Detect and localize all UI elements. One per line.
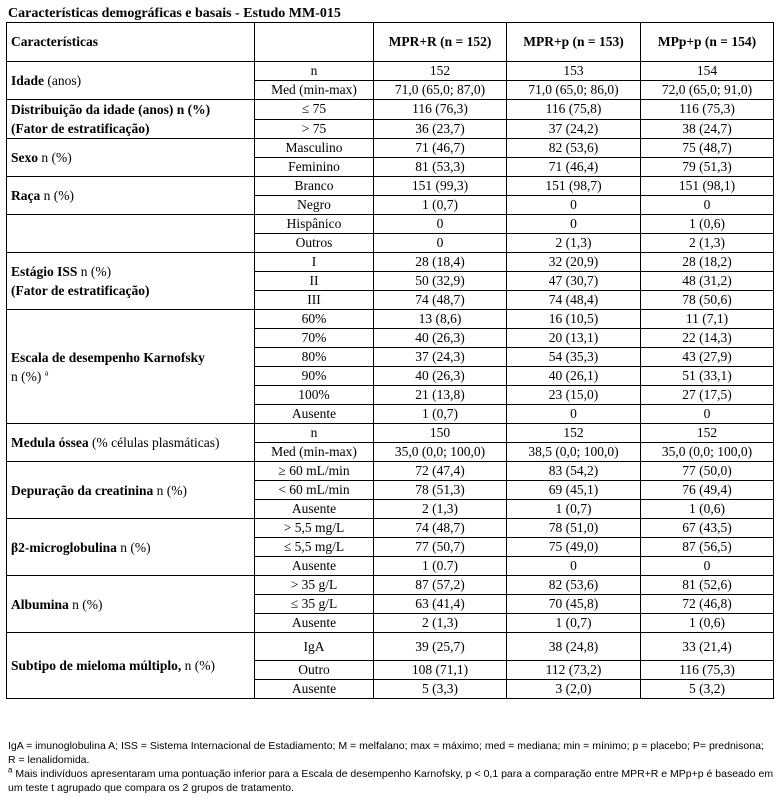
value-mpr-p: 0 <box>507 196 641 215</box>
value-mpr-r: 116 (76,3) <box>374 100 507 120</box>
value-mpp-p: 0 <box>641 196 774 215</box>
value-mpr-r: 71 (46,7) <box>374 139 507 158</box>
table-row <box>7 424 774 443</box>
section-label-medula: Medula óssea (% células plasmáticas) <box>7 424 255 462</box>
value-mpr-p: 3 (2,0) <box>507 680 641 699</box>
value-mpr-p: 69 (45,1) <box>507 481 641 500</box>
subcategory-cell: Outro <box>255 661 374 680</box>
value-mpr-r: 28 (18,4) <box>374 253 507 272</box>
value-mpr-r: 2 (1,3) <box>374 500 507 519</box>
value-mpr-r: 63 (41,4) <box>374 595 507 614</box>
section-label-sexo: Sexo n (%) <box>7 139 255 177</box>
value-mpr-p: 116 (75,8) <box>507 100 641 120</box>
value-mpr-p: 71,0 (65,0; 86,0) <box>507 81 641 100</box>
value-mpr-p: 20 (13,1) <box>507 329 641 348</box>
subcategory-cell: > 35 g/L <box>255 576 374 595</box>
value-mpr-r: 81 (53,3) <box>374 158 507 177</box>
value-mpr-r: 40 (26,3) <box>374 367 507 386</box>
subcategory-cell: Branco <box>255 177 374 196</box>
value-mpp-p: 5 (3,2) <box>641 680 774 699</box>
subcategory-cell: Feminino <box>255 158 374 177</box>
value-mpr-r: 74 (48,7) <box>374 291 507 310</box>
value-mpp-p: 151 (98,1) <box>641 177 774 196</box>
table-row <box>7 633 774 661</box>
value-mpr-r: 2 (1,3) <box>374 614 507 633</box>
value-mpr-p: 38 (24,8) <box>507 633 641 661</box>
footnotes <box>8 739 774 795</box>
value-mpr-p: 153 <box>507 62 641 81</box>
value-mpr-r: 1 (0,7) <box>374 405 507 424</box>
value-mpp-p: 1 (0,6) <box>641 215 774 234</box>
subcategory-cell: 100% <box>255 386 374 405</box>
value-mpp-p: 27 (17,5) <box>641 386 774 405</box>
value-mpp-p: 67 (43,5) <box>641 519 774 538</box>
value-mpr-r: 151 (99,3) <box>374 177 507 196</box>
subcategory-cell: > 75 <box>255 119 374 139</box>
header-characteristics: Características <box>7 23 255 62</box>
table-row <box>7 310 774 329</box>
subcategory-cell: ≤ 35 g/L <box>255 595 374 614</box>
table-row <box>7 462 774 481</box>
subcategory-cell: 80% <box>255 348 374 367</box>
value-mpp-p: 38 (24,7) <box>641 119 774 139</box>
value-mpr-p: 70 (45,8) <box>507 595 641 614</box>
table-row <box>7 62 774 81</box>
value-mpr-p: 47 (30,7) <box>507 272 641 291</box>
value-mpr-p: 40 (26,1) <box>507 367 641 386</box>
table-row <box>7 215 774 234</box>
section-label-distribuicao-idade: Distribuição da idade (anos) n (%) (Fator de estratificação) <box>7 100 255 139</box>
value-mpr-r: 78 (51,3) <box>374 481 507 500</box>
subcategory-cell: Med (min-max) <box>255 443 374 462</box>
subcategory-cell: Masculino <box>255 139 374 158</box>
subcategory-cell: ≤ 75 <box>255 100 374 120</box>
value-mpr-p: 1 (0,7) <box>507 614 641 633</box>
subcategory-cell: Negro <box>255 196 374 215</box>
value-mpr-r: 36 (23,7) <box>374 119 507 139</box>
value-mpr-r: 37 (24,3) <box>374 348 507 367</box>
value-mpp-p: 72,0 (65,0; 91,0) <box>641 81 774 100</box>
value-mpp-p: 0 <box>641 557 774 576</box>
value-mpr-p: 54 (35,3) <box>507 348 641 367</box>
subcategory-cell: 60% <box>255 310 374 329</box>
value-mpp-p: 76 (49,4) <box>641 481 774 500</box>
subcategory-cell: Ausente <box>255 614 374 633</box>
value-mpr-r: 108 (71,1) <box>374 661 507 680</box>
value-mpr-r: 40 (26,3) <box>374 329 507 348</box>
value-mpr-r: 13 (8,6) <box>374 310 507 329</box>
value-mpp-p: 0 <box>641 405 774 424</box>
value-mpp-p: 81 (52,6) <box>641 576 774 595</box>
value-mpr-r: 77 (50,7) <box>374 538 507 557</box>
value-mpr-r: 21 (13,8) <box>374 386 507 405</box>
value-mpp-p: 87 (56,5) <box>641 538 774 557</box>
value-mpr-p: 38,5 (0,0; 100,0) <box>507 443 641 462</box>
value-mpp-p: 79 (51,3) <box>641 158 774 177</box>
value-mpr-p: 112 (73,2) <box>507 661 641 680</box>
value-mpp-p: 51 (33,1) <box>641 367 774 386</box>
value-mpp-p: 116 (75,3) <box>641 661 774 680</box>
value-mpr-r: 72 (47,4) <box>374 462 507 481</box>
subcategory-cell: I <box>255 253 374 272</box>
value-mpr-p: 83 (54,2) <box>507 462 641 481</box>
value-mpr-r: 1 (0,7) <box>374 196 507 215</box>
subcategory-cell: ≥ 60 mL/min <box>255 462 374 481</box>
value-mpp-p: 28 (18,2) <box>641 253 774 272</box>
value-mpp-p: 116 (75,3) <box>641 100 774 120</box>
footnote-a: $^a$ Mais indivíduos apresentaram uma pontuação inferior para a Escala de desempenho Karnofsky, p < 0,1 para a comparação entre MPR+R e MPp+p é baseado em um teste t agrupado que compara os 2 grupos de tratamento. <box>8 765 774 794</box>
value-mpr-p: 71 (46,4) <box>507 158 641 177</box>
header-arm-mpr-r: MPR+R (n = 152) <box>374 23 507 62</box>
table-row <box>7 576 774 595</box>
header-arm-mpp-p: MPp+p (n = 154) <box>641 23 774 62</box>
value-mpr-p: 2 (1,3) <box>507 234 641 253</box>
value-mpp-p: 43 (27,9) <box>641 348 774 367</box>
value-mpr-p: 75 (49,0) <box>507 538 641 557</box>
section-label-albumina: Albumina n (%) <box>7 576 255 633</box>
value-mpr-p: 78 (51,0) <box>507 519 641 538</box>
subcategory-cell: Med (min-max) <box>255 81 374 100</box>
value-mpr-p: 37 (24,2) <box>507 119 641 139</box>
value-mpr-r: 0 <box>374 234 507 253</box>
value-mpr-r: 87 (57,2) <box>374 576 507 595</box>
table-row <box>7 177 774 196</box>
value-mpr-r: 150 <box>374 424 507 443</box>
value-mpr-r: 39 (25,7) <box>374 633 507 661</box>
section-label-creatinina: Depuração da creatinina n (%) <box>7 462 255 519</box>
subcategory-cell: 90% <box>255 367 374 386</box>
subcategory-cell: II <box>255 272 374 291</box>
value-mpp-p: 22 (14,3) <box>641 329 774 348</box>
value-mpp-p: 77 (50,0) <box>641 462 774 481</box>
value-mpr-p: 151 (98,7) <box>507 177 641 196</box>
section-label-empty <box>7 215 255 253</box>
value-mpp-p: 11 (7,1) <box>641 310 774 329</box>
value-mpp-p: 78 (50,6) <box>641 291 774 310</box>
header-row <box>7 23 774 62</box>
value-mpp-p: 75 (48,7) <box>641 139 774 158</box>
subcategory-cell: ≤ 5,5 mg/L <box>255 538 374 557</box>
footnote-abbreviations: IgA = imunoglobulina A; ISS = Sistema Internacional de Estadiamento; M = melfalano; max = máximo; med = mediana; min = mínimo; p = placebo; P= prednisona; R = lenalidomida. <box>8 740 764 766</box>
value-mpp-p: 33 (21,4) <box>641 633 774 661</box>
value-mpr-r: 1 (0.7) <box>374 557 507 576</box>
subcategory-cell: Ausente <box>255 405 374 424</box>
value-mpr-r: 152 <box>374 62 507 81</box>
subcategory-cell: Ausente <box>255 557 374 576</box>
value-mpr-p: 74 (48,4) <box>507 291 641 310</box>
value-mpr-r: 0 <box>374 215 507 234</box>
subcategory-cell: n <box>255 424 374 443</box>
subcategory-cell: III <box>255 291 374 310</box>
document-title: Características demográficas e basais - Estudo MM-015 <box>8 6 341 21</box>
value-mpr-r: 71,0 (65,0; 87,0) <box>374 81 507 100</box>
value-mpr-p: 32 (20,9) <box>507 253 641 272</box>
subcategory-cell: < 60 mL/min <box>255 481 374 500</box>
table-row <box>7 100 774 120</box>
value-mpr-p: 0 <box>507 215 641 234</box>
value-mpr-p: 23 (15,0) <box>507 386 641 405</box>
value-mpr-p: 82 (53,6) <box>507 576 641 595</box>
table-row <box>7 139 774 158</box>
value-mpr-r: 50 (32,9) <box>374 272 507 291</box>
value-mpr-r: 35,0 (0,0; 100,0) <box>374 443 507 462</box>
value-mpr-p: 152 <box>507 424 641 443</box>
header-subcategory <box>255 23 374 62</box>
value-mpr-p: 0 <box>507 405 641 424</box>
section-label-raca: Raça n (%) <box>7 177 255 215</box>
baseline-characteristics-table <box>6 22 774 699</box>
subcategory-cell: 70% <box>255 329 374 348</box>
table-row <box>7 253 774 272</box>
subcategory-cell: Ausente <box>255 500 374 519</box>
value-mpp-p: 1 (0,6) <box>641 614 774 633</box>
value-mpp-p: 1 (0,6) <box>641 500 774 519</box>
subcategory-cell: > 5,5 mg/L <box>255 519 374 538</box>
value-mpp-p: 154 <box>641 62 774 81</box>
subcategory-cell: Hispânico <box>255 215 374 234</box>
subcategory-cell: Outros <box>255 234 374 253</box>
subcategory-cell: n <box>255 62 374 81</box>
value-mpr-p: 1 (0,7) <box>507 500 641 519</box>
section-label-subtipo: Subtipo de mieloma múltiplo, n (%) <box>7 633 255 699</box>
section-label-karnofsky: Escala de desempenho Karnofsky n (%) $^a$ <box>7 310 255 424</box>
header-arm-mpr-p: MPR+p (n = 153) <box>507 23 641 62</box>
section-label-idade: Idade (anos) <box>7 62 255 100</box>
value-mpr-r: 74 (48,7) <box>374 519 507 538</box>
value-mpp-p: 72 (46,8) <box>641 595 774 614</box>
section-label-iss: Estágio ISS n (%) (Fator de estratificação) <box>7 253 255 310</box>
subcategory-cell: Ausente <box>255 680 374 699</box>
value-mpr-p: 82 (53,6) <box>507 139 641 158</box>
table-row <box>7 519 774 538</box>
value-mpp-p: 48 (31,2) <box>641 272 774 291</box>
value-mpp-p: 2 (1,3) <box>641 234 774 253</box>
value-mpr-p: 0 <box>507 557 641 576</box>
subcategory-cell: IgA <box>255 633 374 661</box>
value-mpp-p: 152 <box>641 424 774 443</box>
value-mpp-p: 35,0 (0,0; 100,0) <box>641 443 774 462</box>
value-mpr-r: 5 (3,3) <box>374 680 507 699</box>
section-label-b2-microglobulina: β2-microglobulina n (%) <box>7 519 255 576</box>
value-mpr-p: 16 (10,5) <box>507 310 641 329</box>
